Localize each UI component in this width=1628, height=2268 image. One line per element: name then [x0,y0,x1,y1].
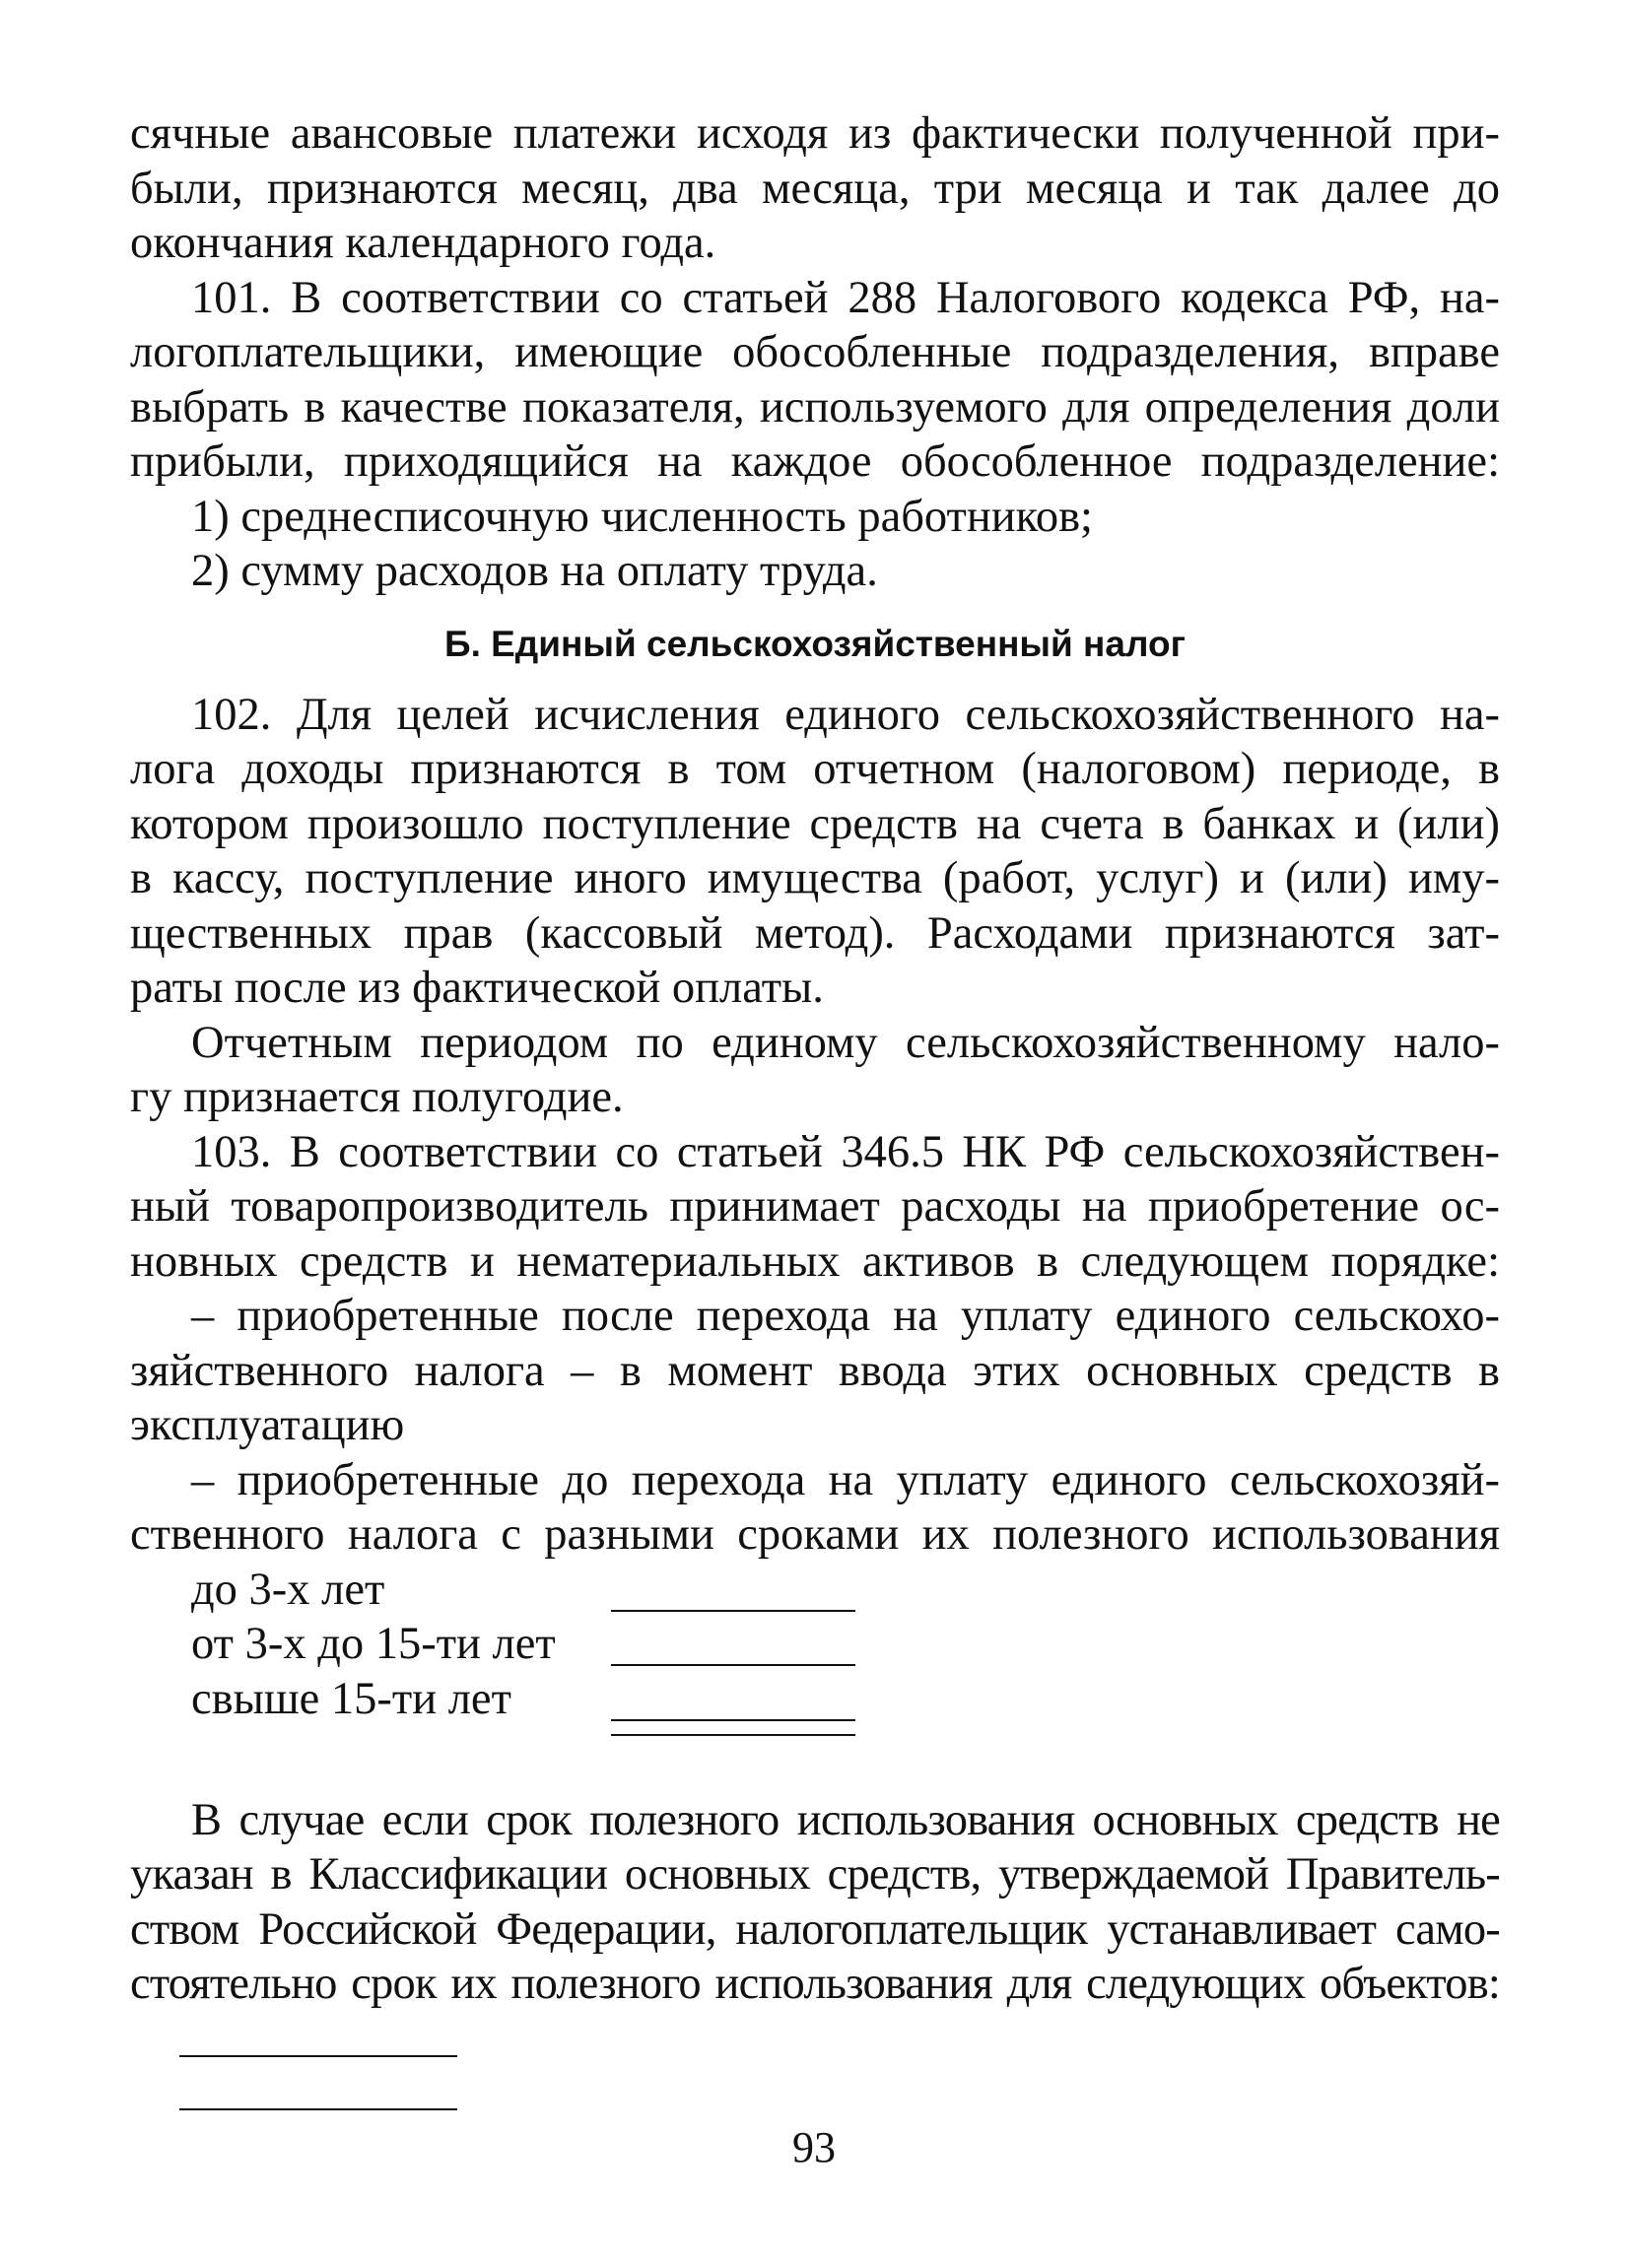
text-line: ством Российской Федерации, налогоплательщик устанавливает само- [130,1903,1500,1955]
text-line: 101. В соответствии со статьей 288 Налогового кодекса РФ, на- [191,272,1500,323]
intro-paragraph [130,106,1500,271]
text-line: были, признаются месяц, два месяца, три месяца и так далее до [130,163,1500,214]
text-line: раты после из фактической оплаты. [130,963,824,1013]
text-line: в кассу, поступление иного имущества (работ, услуг) и (или) иму- [130,853,1500,903]
text-line: 103. В соответствии со статьей 346.5 НК РФ сельскохозяйствен- [191,1126,1500,1177]
section-heading: Б. Единый сельскохозяйственный налог [443,623,1187,664]
paragraph-103 [130,1125,1500,1290]
useful-life-terms [130,1563,1500,1781]
fill-in-blank[interactable] [179,2055,457,2057]
unspecified-useful-life-paragraph [130,1793,1500,2012]
list-item: 2) сумму расходов на оплату труда. [191,546,878,596]
text-line: выбрать в качестве показателя, используемого для определения доли [130,381,1500,433]
object-blanks [130,2055,1500,2110]
fill-in-blank[interactable] [611,1734,855,1736]
text-line: Отчетным периодом по единому сельскохозяйственному нало- [191,1017,1500,1068]
dash-item-after-transition [130,1289,1500,1453]
fill-in-blank[interactable] [179,2108,457,2110]
list-item: 1) среднесписочную численность работников; [191,491,1093,542]
text-line: сячные авансовые платежи исходя из фактически полученной при- [130,108,1500,159]
term-label: от 3-х до 15-ти лет [191,1619,556,1669]
text-line: ственного налога с разными сроками их полезного использования [130,1509,1500,1560]
text-line: зяйственного налога – в момент ввода этих основных средств в [130,1345,1500,1396]
page-number: 93 [792,2123,836,2171]
term-label: свыше 15-ти лет [191,1673,511,1724]
text-line: – приобретенные после перехода на уплату единого сельскохо- [191,1291,1500,1341]
text-line: указан в Классификации основных средств, утверждаемой Правитель- [130,1849,1500,1900]
reporting-period-paragraph [130,1016,1500,1125]
term-row [130,1672,1500,1727]
text-line: прибыли, приходящийся на каждое обособленное подразделение: [130,436,1500,487]
text-line: 102. Для целей исчисления единого сельскохозяйственного на- [191,689,1500,740]
text-line: котором произошло поступление средств на счета в банках и (или) [130,798,1500,849]
text-line: логоплательщики, имеющие обособленные подразделения, вправе [130,327,1500,377]
paragraph-101 [130,271,1500,599]
text-line: стоятельно срок их полезного использования для следующих объектов: [130,1959,1500,2009]
fill-in-blank[interactable] [611,1719,855,1721]
fill-in-blank[interactable] [611,1610,855,1612]
text-line: эксплуатацию [130,1400,405,1450]
text-line: щественных прав (кассовый метод). Расходами признаются зат- [130,907,1500,959]
term-row [130,1726,1500,1781]
text-line: окончания календарного года. [130,218,716,268]
term-row [130,1617,1500,1672]
paragraph-102 [130,688,1500,1016]
term-row [130,1563,1500,1618]
text-line: новных средств и нематериальных активов в следующем порядке: [130,1235,1500,1287]
fill-in-blank[interactable] [611,1664,855,1666]
dash-item-before-transition [130,1453,1500,1563]
text-line: – приобретенные до перехода на уплату единого сельскохозяй- [191,1454,1500,1505]
text-line: В случае если срок полезного использования основных средств не [191,1794,1500,1845]
text-line: ный товаропроизводитель принимает расходы на приобретение ос- [130,1181,1500,1232]
term-label: до 3-х лет [191,1564,385,1615]
text-line: лога доходы признаются в том отчетном (налоговом) периоде, в [130,744,1500,794]
text-line: гу признается полугодие. [130,1072,624,1122]
